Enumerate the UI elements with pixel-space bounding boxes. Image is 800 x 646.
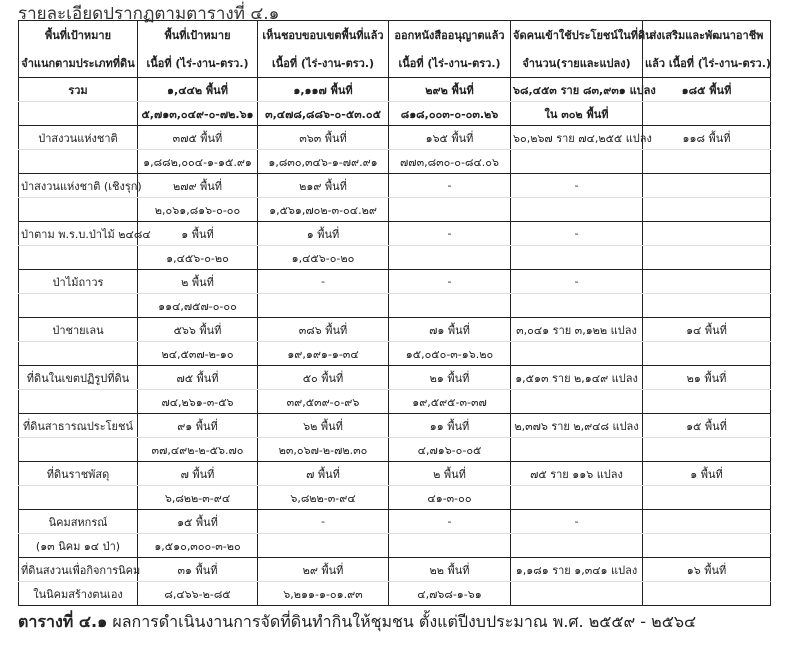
value-cell: ๑,๕๖๑,๗๐๒-๓-๐๔.๒๙ xyxy=(258,198,389,222)
header-cell: เนื้อที่ (ไร่-งาน-ตรว.) xyxy=(138,49,258,78)
value-cell: ๑,๘๘๒,๐๐๔-๑-๑๕.๙๑ xyxy=(138,150,258,174)
value-cell: ๑๖ พื้นที่ xyxy=(643,558,771,582)
value-cell: ๔,๗๑๖-๐-๐๕ xyxy=(389,438,511,462)
value-cell: ๖๒ พื้นที่ xyxy=(258,414,389,438)
value-cell xyxy=(511,438,643,462)
value-cell: ๗๗๓,๘๓๐-๐-๘๔.๐๖ xyxy=(389,150,511,174)
value-cell: ๑๑๘ พื้นที่ xyxy=(643,126,771,150)
value-cell: ๖,๘๒๒-๓-๙๔ xyxy=(138,486,258,510)
value-cell xyxy=(511,390,643,414)
land-type-cell xyxy=(19,390,138,414)
value-cell: ๔,๗๖๘-๑-๖๑ xyxy=(389,582,511,606)
table-row-top xyxy=(19,510,771,534)
table-row-top xyxy=(19,78,771,102)
value-cell: ๒,๐๖๑,๘๑๖-๐-๐๐ xyxy=(138,198,258,222)
value-cell: - xyxy=(258,270,389,294)
value-cell xyxy=(643,486,771,510)
table-row-top xyxy=(19,318,771,342)
value-cell: ๓,๐๔๑ ราย ๓,๑๒๒ แปลง xyxy=(511,318,643,342)
value-cell: ๕๖๖ พื้นที่ xyxy=(138,318,258,342)
value-cell xyxy=(511,342,643,366)
value-cell: ๗๔,๒๖๑-๓-๕๖ xyxy=(138,390,258,414)
value-cell xyxy=(643,198,771,222)
value-cell xyxy=(389,198,511,222)
table-row-bottom xyxy=(19,438,771,462)
value-cell: - xyxy=(511,270,643,294)
value-cell: ๒๑ พื้นที่ xyxy=(389,366,511,390)
value-cell: ๓๙,๕๓๙-๐-๙๖ xyxy=(258,390,389,414)
value-cell xyxy=(389,294,511,318)
land-type-cell xyxy=(19,246,138,270)
land-type-cell: นิคมสหกรณ์ xyxy=(19,510,138,534)
value-cell: ๑๔ พื้นที่ xyxy=(643,318,771,342)
value-cell xyxy=(389,246,511,270)
value-cell: ๑๙,๑๙๑-๑-๓๔ xyxy=(258,342,389,366)
table-row-bottom xyxy=(19,102,771,126)
value-cell: ๒๒ พื้นที่ xyxy=(389,558,511,582)
value-cell: ๗ พื้นที่ xyxy=(258,462,389,486)
value-cell: - xyxy=(511,510,643,534)
header-cell: ออกหนังสืออนุญาตแล้ว xyxy=(389,21,511,50)
land-type-cell: ป่าชายเลน xyxy=(19,318,138,342)
value-cell: ๕,๗๑๓,๐๔๙-๐-๗๒.๖๑ xyxy=(138,102,258,126)
land-type-cell: ที่ดินราชพัสดุ xyxy=(19,462,138,486)
value-cell: ๑ พื้นที่ xyxy=(138,222,258,246)
value-cell: ๒๗๙ พื้นที่ xyxy=(138,174,258,198)
value-cell: ๒๑๙ พื้นที่ xyxy=(258,174,389,198)
value-cell: ๖,๘๒๒-๓-๙๔ xyxy=(258,486,389,510)
land-type-cell: ป่าสงวนแห่งชาติ (เชิงรุก) xyxy=(19,174,138,198)
table-row-top xyxy=(19,222,771,246)
table-row-top xyxy=(19,558,771,582)
value-cell: ๗ พื้นที่ xyxy=(138,462,258,486)
value-cell: ๒๙ พื้นที่ xyxy=(258,558,389,582)
land-type-cell xyxy=(19,438,138,462)
value-cell xyxy=(643,246,771,270)
header-cell: เห็นชอบขอบเขตพื้นที่แล้ว xyxy=(258,21,389,50)
caption-label: ตารางที่ ๔.๑ xyxy=(18,612,108,631)
value-cell xyxy=(643,582,771,606)
table-row-top xyxy=(19,270,771,294)
land-type-cell xyxy=(19,342,138,366)
value-cell: ๑๙,๕๙๕-๓-๓๗ xyxy=(389,390,511,414)
value-cell: ๒๑ พื้นที่ xyxy=(643,366,771,390)
value-cell: ๑๑ พื้นที่ xyxy=(389,414,511,438)
caption-text: ผลการดำเนินงานการจัดที่ดินทำกินให้ชุมชน ตั้งแต่ปีงบประมาณ พ.ศ. ๒๕๕๙ - ๒๕๖๔ xyxy=(107,612,697,631)
value-cell: ๗๕ ราย ๑๑๖ แปลง xyxy=(511,462,643,486)
table-row-bottom xyxy=(19,486,771,510)
value-cell xyxy=(511,294,643,318)
table-row-top xyxy=(19,462,771,486)
value-cell: ๓,๔๗๘,๘๘๖-๐-๕๓.๐๕ xyxy=(258,102,389,126)
value-cell: ๖๐,๒๖๗ ราย ๗๔,๒๕๕ แปลง xyxy=(511,126,643,150)
value-cell: ๑๘๕ พื้นที่ xyxy=(643,78,771,102)
table-caption xyxy=(18,610,696,635)
land-type-cell: รวม xyxy=(19,78,138,102)
value-cell: ๒๔,๕๓๗-๒-๑๐ xyxy=(138,342,258,366)
header-cell: เนื้อที่ (ไร่-งาน-ตรว.) xyxy=(389,49,511,78)
value-cell: ๑๕,๐๕๐-๓-๑๖.๒๐ xyxy=(389,342,511,366)
value-cell xyxy=(511,246,643,270)
value-cell: - xyxy=(389,510,511,534)
land-type-cell: ที่ดินสาธารณประโยชน์ xyxy=(19,414,138,438)
value-cell: ๔๑-๓-๐๐ xyxy=(389,486,511,510)
table-row-bottom xyxy=(19,198,771,222)
value-cell: ๗๑ พื้นที่ xyxy=(389,318,511,342)
page-title: รายละเอียดปรากฏตามตารางที่ ๔.๑ xyxy=(18,4,280,24)
header-cell: เนื้อที่ (ไร่-งาน-ตรว.) xyxy=(258,49,389,78)
value-cell: ๒ พื้นที่ xyxy=(138,270,258,294)
table-row-top xyxy=(19,366,771,390)
value-cell xyxy=(643,102,771,126)
land-type-cell: ป่าสงวนแห่งชาติ xyxy=(19,126,138,150)
header-cell: ส่งเสริมและพัฒนาอาชีพ xyxy=(643,21,771,50)
land-type-cell xyxy=(19,150,138,174)
land-type-cell xyxy=(19,294,138,318)
value-cell: ๑,๕๑๐,๓๐๐-๓-๒๐ xyxy=(138,534,258,558)
value-cell xyxy=(643,534,771,558)
value-cell xyxy=(511,198,643,222)
table-row-bottom xyxy=(19,342,771,366)
value-cell: ๑,๑๑๗ พื้นที่ xyxy=(258,78,389,102)
land-type-cell xyxy=(19,198,138,222)
value-cell: ๒ พื้นที่ xyxy=(389,462,511,486)
value-cell: ๓๖๓ พื้นที่ xyxy=(258,126,389,150)
value-cell: ๒๓,๐๖๗-๒-๗๒.๓๐ xyxy=(258,438,389,462)
table-row-bottom xyxy=(19,246,771,270)
land-type-cell: ที่ดินในเขตปฏิรูปที่ดิน xyxy=(19,366,138,390)
value-cell: - xyxy=(258,510,389,534)
value-cell: ๒,๓๗๖ ราย ๒,๙๔๘ แปลง xyxy=(511,414,643,438)
value-cell: ๑,๔๔๒ พื้นที่ xyxy=(138,78,258,102)
table-row-top xyxy=(19,174,771,198)
value-cell: ๘๑๘,๐๐๓-๐-๐๓.๒๖ xyxy=(389,102,511,126)
value-cell: ๑๖๕ พื้นที่ xyxy=(389,126,511,150)
value-cell: - xyxy=(511,174,643,198)
value-cell xyxy=(511,150,643,174)
header-row-bottom xyxy=(19,49,771,78)
land-type-cell xyxy=(19,486,138,510)
value-cell: ๓๗,๔๙๒-๒-๕๖.๗๐ xyxy=(138,438,258,462)
value-cell: ๑๑๔,๗๕๗-๐-๐๐ xyxy=(138,294,258,318)
value-cell xyxy=(511,582,643,606)
value-cell: ๑ พื้นที่ xyxy=(643,462,771,486)
value-cell xyxy=(643,150,771,174)
table-row-bottom xyxy=(19,390,771,414)
value-cell: ๓๗๕ พื้นที่ xyxy=(138,126,258,150)
value-cell xyxy=(511,534,643,558)
header-cell: พื้นที่เป้าหมาย xyxy=(138,21,258,50)
value-cell xyxy=(389,534,511,558)
value-cell: ๑,๘๓๐,๓๔๖-๑-๗๙.๙๑ xyxy=(258,150,389,174)
value-cell: ๘,๔๖๖-๒-๘๕ xyxy=(138,582,258,606)
table-row-top xyxy=(19,126,771,150)
value-cell: ๑,๔๕๖-๐-๒๐ xyxy=(138,246,258,270)
table-row-bottom xyxy=(19,150,771,174)
land-allocation-table xyxy=(18,20,771,606)
value-cell: ๓๑ พื้นที่ xyxy=(138,558,258,582)
land-type-cell: ป่าตาม พ.ร.บ.ป่าไม้ ๒๔๘๔ xyxy=(19,222,138,246)
value-cell xyxy=(643,510,771,534)
table-row-bottom xyxy=(19,582,771,606)
value-cell: ๑,๑๘๑ ราย ๑,๓๔๑ แปลง xyxy=(511,558,643,582)
header-cell: จัดคนเข้าใช้ประโยชน์ในที่ดิน xyxy=(511,21,643,50)
value-cell: ๖,๒๑๑-๑-๐๑.๙๓ xyxy=(258,582,389,606)
value-cell: ๕๐ พื้นที่ xyxy=(258,366,389,390)
value-cell: - xyxy=(511,222,643,246)
value-cell xyxy=(511,486,643,510)
header-cell: แล้ว เนื้อที่ (ไร่-งาน-ตรว.) xyxy=(643,49,771,78)
value-cell xyxy=(643,222,771,246)
value-cell xyxy=(643,294,771,318)
value-cell: ๒๙๒ พื้นที่ xyxy=(389,78,511,102)
value-cell xyxy=(643,342,771,366)
value-cell: ๙๑ พื้นที่ xyxy=(138,414,258,438)
value-cell xyxy=(643,174,771,198)
value-cell: ๖๘,๔๕๓ ราย ๘๓,๙๓๑ แปลง xyxy=(511,78,643,102)
header-cell: จำแนกตามประเภทที่ดิน xyxy=(19,49,138,78)
value-cell xyxy=(643,438,771,462)
header-cell: จำนวน(รายและแปลง) xyxy=(511,49,643,78)
value-cell: - xyxy=(389,270,511,294)
header-cell: พื้นที่เป้าหมาย xyxy=(19,21,138,50)
land-type-cell xyxy=(19,102,138,126)
table-row-top xyxy=(19,414,771,438)
header-row-top xyxy=(19,21,771,50)
land-type-cell: ป่าไม้ถาวร xyxy=(19,270,138,294)
value-cell xyxy=(643,270,771,294)
value-cell: ๓๘๖ พื้นที่ xyxy=(258,318,389,342)
value-cell: ๑๕ พื้นที่ xyxy=(643,414,771,438)
value-cell xyxy=(258,534,389,558)
table-row-bottom xyxy=(19,534,771,558)
value-cell: ๑,๕๑๓ ราย ๒,๑๔๙ แปลง xyxy=(511,366,643,390)
value-cell: ๑,๔๕๖-๐-๒๐ xyxy=(258,246,389,270)
value-cell: - xyxy=(389,174,511,198)
value-cell: ๑ พื้นที่ xyxy=(258,222,389,246)
value-cell xyxy=(258,294,389,318)
land-type-cell: ที่ดินสงวนเพื่อกิจการนิคม xyxy=(19,558,138,582)
value-cell: ๗๕ พื้นที่ xyxy=(138,366,258,390)
table-row-bottom xyxy=(19,294,771,318)
land-type-cell: (๑๓ นิคม ๑๔ ป่า) xyxy=(19,534,138,558)
value-cell: ๑๕ พื้นที่ xyxy=(138,510,258,534)
value-cell xyxy=(643,390,771,414)
land-type-cell: ในนิคมสร้างตนเอง xyxy=(19,582,138,606)
value-cell: ใน ๓๐๒ พื้นที่ xyxy=(511,102,643,126)
value-cell: - xyxy=(389,222,511,246)
